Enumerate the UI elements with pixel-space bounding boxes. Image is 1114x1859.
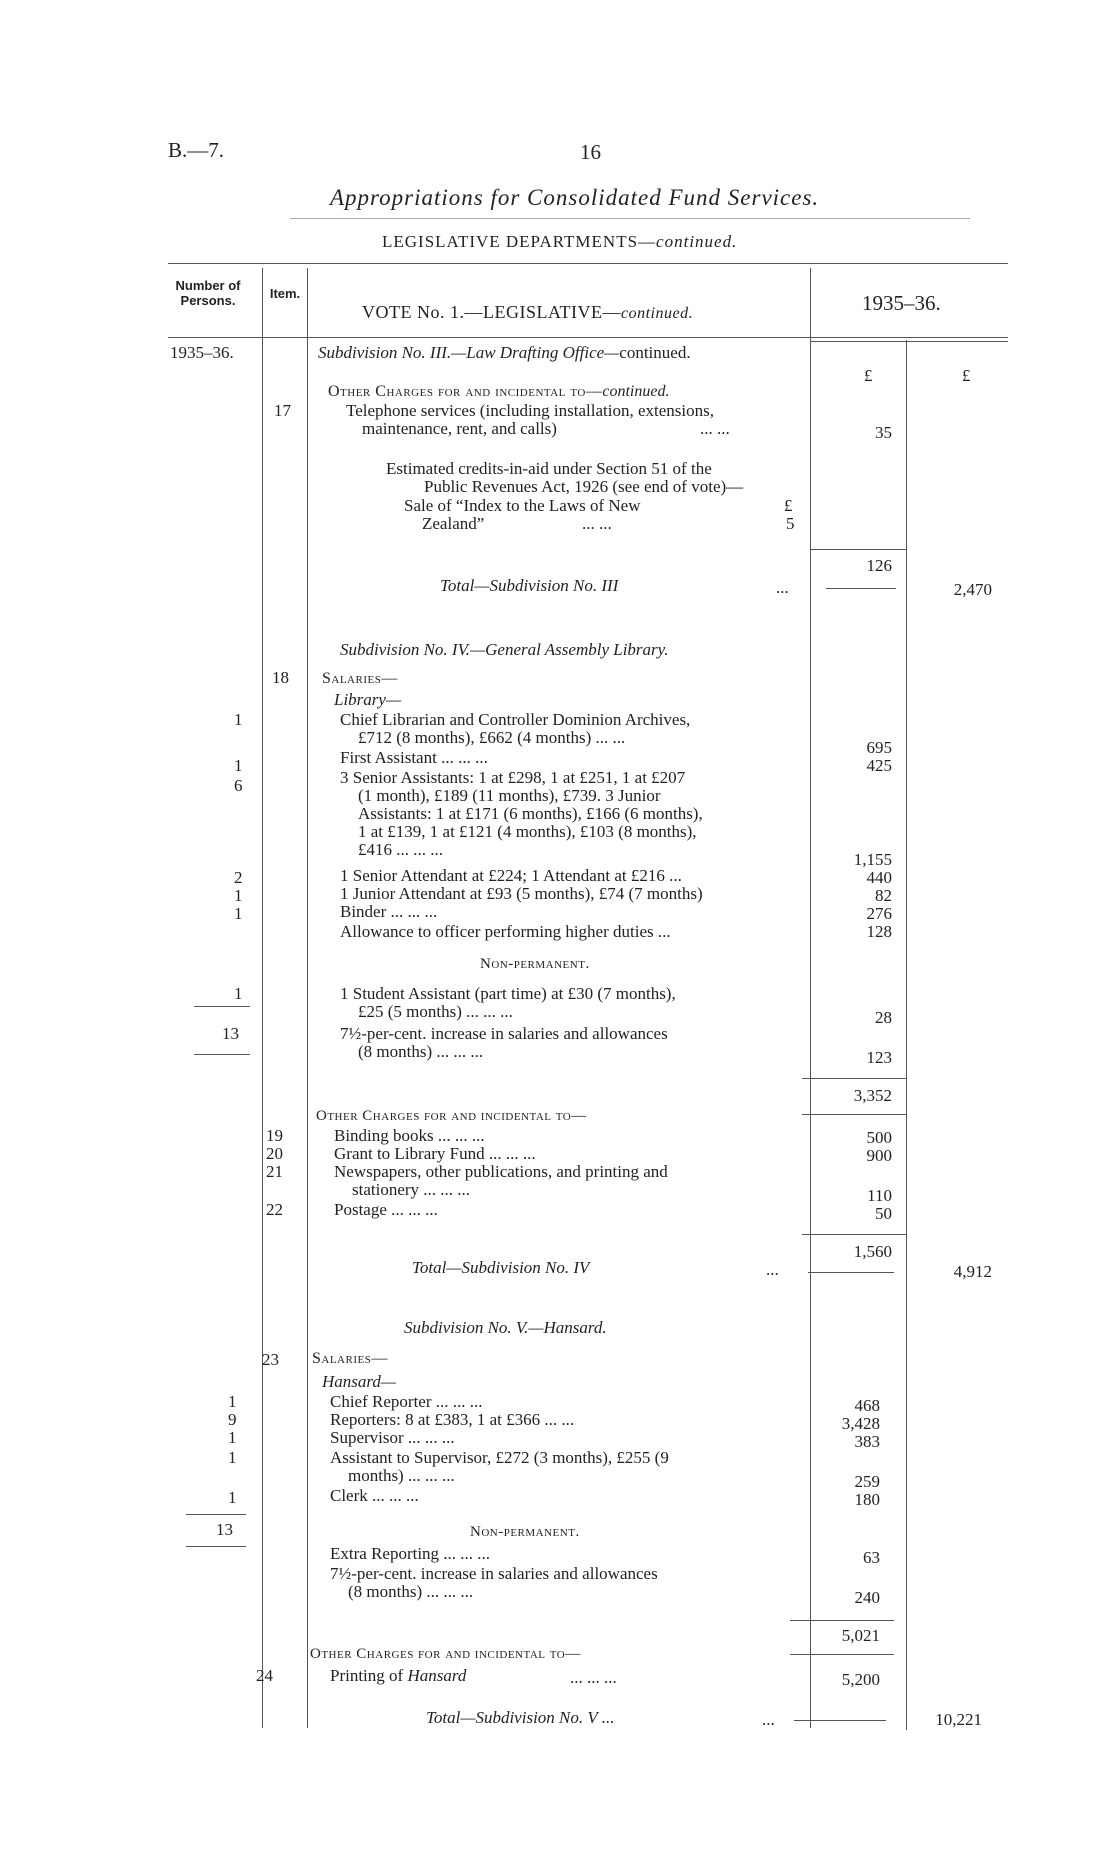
- chief-librarian-line2: £712 (8 months), £662 (4 months) ... ...: [358, 728, 626, 747]
- credits-line3: Sale of “Index to the Laws of New: [404, 496, 641, 515]
- sub3-total: 2,470: [953, 580, 992, 599]
- sub3-heading-cont: continued.: [619, 343, 691, 362]
- sub5-increase-line2: (8 months) ... ... ...: [348, 1582, 474, 1601]
- col-item-header: Item.: [269, 286, 301, 301]
- newspapers-line1: Newspapers, other publications, and printing and: [334, 1162, 668, 1181]
- newspapers-line2: stationery ... ... ...: [352, 1180, 471, 1199]
- sub4-increase-line1: 7½-per-cent. increase in salaries and allowances: [340, 1024, 668, 1043]
- persons-junior-attendant: 1: [234, 886, 243, 905]
- persons-year: 1935–36.: [170, 343, 234, 362]
- sub4-other-charges: Other Charges for and incidental to—: [316, 1108, 587, 1124]
- sub5-heading: Subdivision No. V.—Hansard.: [404, 1318, 607, 1337]
- sub5-total: 10,221: [935, 1710, 982, 1729]
- sub3-total-dots: ...: [776, 578, 789, 597]
- senior-assistants-line4: 1 at £139, 1 at £121 (4 months), £103 (8 months),: [358, 822, 697, 841]
- col-rule-persons: [262, 268, 263, 1728]
- sub5-increase-amount: 240: [854, 1588, 880, 1607]
- sub4-total-persons-rule: [194, 1054, 250, 1055]
- reporters-amount: 3,428: [841, 1414, 880, 1433]
- postage-label: Postage ... ... ...: [334, 1200, 438, 1219]
- section-title: [382, 232, 737, 252]
- sub5-total-dots: ...: [762, 1710, 775, 1729]
- assistant-supervisor-line2: months) ... ... ...: [348, 1466, 455, 1485]
- extra-reporting-label: Extra Reporting ... ... ...: [330, 1544, 491, 1563]
- sub5-other-charges: Other Charges for and incidental to—: [310, 1646, 581, 1662]
- telephone-dots: ... ...: [700, 419, 730, 438]
- sub5-salaries-rule: [790, 1620, 894, 1621]
- persons-supervisor: 1: [228, 1428, 237, 1447]
- printing-dots: ... ... ...: [570, 1668, 617, 1687]
- newspapers-amount: 110: [867, 1186, 892, 1205]
- sub3-heading: [318, 343, 691, 363]
- year-header: 1935–36.: [862, 291, 941, 315]
- page-title: Appropriations for Consolidated Fund Services.: [330, 185, 820, 210]
- junior-attendant-amount: 82: [875, 886, 892, 905]
- sub3-other-charges-label: Other Charges for and incidental to—: [328, 383, 603, 400]
- junior-attendant-label: 1 Junior Attendant at £93 (5 months), £74 (7 months): [340, 884, 703, 903]
- header-bottom-rule: [168, 337, 1008, 338]
- postage-amount: 50: [875, 1204, 892, 1223]
- item-20: 20: [266, 1144, 283, 1163]
- student-amount: 28: [875, 1008, 892, 1027]
- credits-amount: 5: [786, 514, 795, 533]
- vote-heading-main: VOTE No. 1.—LEGISLATIVE—: [362, 302, 621, 322]
- binder-label: Binder ... ... ...: [340, 902, 438, 921]
- senior-assistants-line5: £416 ... ... ...: [358, 840, 443, 859]
- sub3-total-rule: [826, 588, 896, 589]
- first-assistant-label: First Assistant ... ... ...: [340, 748, 488, 767]
- chief-reporter-amount: 468: [854, 1396, 880, 1415]
- persons-senior-assistants: 6: [234, 776, 243, 795]
- clerk-label: Clerk ... ... ...: [330, 1486, 419, 1505]
- persons-student: 1: [234, 984, 243, 1003]
- persons-binder: 1: [234, 904, 243, 923]
- persons-attendants: 2: [234, 868, 243, 887]
- sub5-salaries: Salaries—: [312, 1350, 388, 1367]
- chief-librarian-line1: Chief Librarian and Controller Dominion Archives,: [340, 710, 691, 729]
- sub4-total-rule: [808, 1272, 894, 1273]
- supervisor-amount: 383: [854, 1432, 880, 1451]
- vote-heading: [362, 302, 693, 323]
- col-rule-desc: [810, 268, 811, 1728]
- col-persons-header: Number of Persons.: [175, 278, 241, 308]
- library-fund-label: Grant to Library Fund ... ... ...: [334, 1144, 536, 1163]
- pound-symbol-1: £: [864, 366, 873, 385]
- sub3-other-charges-cont: continued.: [602, 383, 670, 400]
- senior-assistants-line2: (1 month), £189 (11 months), £739. 3 Junior: [358, 786, 661, 805]
- sub5-total-label: Total—Subdivision No. V ...: [426, 1708, 615, 1727]
- sub4-salaries: Salaries—: [322, 670, 398, 687]
- col-rule-item: [307, 268, 308, 1728]
- reporters-label: Reporters: 8 at £383, 1 at £366 ... ...: [330, 1410, 575, 1429]
- sub3-subtotal-rule: [810, 549, 906, 550]
- persons-reporters: 9: [228, 1410, 237, 1429]
- first-assistant-amount: 425: [866, 756, 892, 775]
- item-24: 24: [256, 1666, 273, 1685]
- credits-dots: ... ...: [582, 514, 612, 533]
- printing-amount: 5,200: [841, 1670, 880, 1689]
- sub4-salaries-subtotal: 3,352: [853, 1086, 892, 1105]
- page-number: 16: [580, 140, 601, 164]
- persons-first-assistant: 1: [234, 756, 243, 775]
- sub4-nonperm: Non-permanent.: [480, 956, 590, 972]
- item-17: 17: [274, 401, 291, 420]
- sub4-charges-rule: [802, 1114, 906, 1115]
- credits-line2: Public Revenues Act, 1926 (see end of vote)—: [424, 477, 744, 496]
- sub5-hansard: Hansard—: [322, 1372, 396, 1391]
- persons-clerk: 1: [228, 1488, 237, 1507]
- section-title-main: LEGISLATIVE DEPARTMENTS—: [382, 232, 657, 251]
- sub3-rule-right: [810, 341, 1008, 342]
- sub5-total-rule: [794, 1720, 886, 1721]
- assistant-supervisor-amount: 259: [854, 1472, 880, 1491]
- vote-heading-cont: continued.: [620, 305, 694, 322]
- sub5-nonperm: Non-permanent.: [470, 1524, 580, 1540]
- persons-chief-librarian: 1: [234, 710, 243, 729]
- attendants-label: 1 Senior Attendant at £224; 1 Attendant at £216 ...: [340, 866, 682, 885]
- credits-line1: Estimated credits-in-aid under Section 51 of the: [386, 459, 712, 478]
- extra-reporting-amount: 63: [863, 1548, 880, 1567]
- sub4-salaries-rule: [802, 1078, 906, 1079]
- telephone-line1: Telephone services (including installation, extensions,: [346, 401, 714, 420]
- senior-assistants-line3: Assistants: 1 at £171 (6 months), £166 (6 months),: [358, 804, 703, 823]
- telephone-amount: 35: [875, 423, 892, 442]
- telephone-line2: maintenance, rent, and calls): [362, 419, 557, 438]
- sub5-charges-rule: [790, 1654, 894, 1655]
- sub4-total-persons: 13: [222, 1024, 239, 1043]
- sub5-persons-rule: [186, 1514, 246, 1515]
- attendants-amount: 440: [866, 868, 892, 887]
- sub3-total-label: Total—Subdivision No. III: [440, 576, 619, 595]
- sub5-increase-line1: 7½-per-cent. increase in salaries and allowances: [330, 1564, 658, 1583]
- item-19: 19: [266, 1126, 283, 1145]
- pound-symbol-2: £: [962, 366, 971, 385]
- persons-assistant-supervisor: 1: [228, 1448, 237, 1467]
- student-line2: £25 (5 months) ... ... ...: [358, 1002, 513, 1021]
- sub3-subtotal: 126: [866, 556, 892, 575]
- item-22: 22: [266, 1200, 283, 1219]
- sub4-charges-subtotal-rule: [802, 1234, 906, 1235]
- credits-pound: £: [784, 496, 793, 515]
- binder-amount: 276: [866, 904, 892, 923]
- sub3-heading-main: Subdivision No. III.—Law Drafting Office—: [318, 343, 620, 362]
- table-top-rule: [168, 263, 1008, 264]
- sub5-total-persons-rule: [186, 1546, 246, 1547]
- item-21: 21: [266, 1162, 283, 1181]
- printing-label-hansard: Hansard: [407, 1666, 467, 1685]
- item-23: 23: [262, 1350, 279, 1369]
- credits-line4: Zealand”: [422, 514, 485, 533]
- sub4-heading: Subdivision No. IV.—General Assembly Library.: [340, 640, 669, 659]
- sub5-salaries-subtotal: 5,021: [841, 1626, 880, 1645]
- student-line1: 1 Student Assistant (part time) at £30 (7 months),: [340, 984, 676, 1003]
- allowance-amount: 128: [866, 922, 892, 941]
- library-fund-amount: 900: [866, 1146, 892, 1165]
- sub4-total: 4,912: [953, 1262, 992, 1281]
- sub4-charges-subtotal: 1,560: [853, 1242, 892, 1261]
- binding-books-amount: 500: [866, 1128, 892, 1147]
- sub4-increase-line2: (8 months) ... ... ...: [358, 1042, 484, 1061]
- sub4-library: Library—: [334, 690, 402, 709]
- senior-assistants-line1: 3 Senior Assistants: 1 at £298, 1 at £251, 1 at £207: [340, 768, 686, 787]
- printing-label-main: Printing of: [330, 1666, 408, 1685]
- section-title-cont: continued.: [656, 232, 738, 251]
- clerk-amount: 180: [854, 1490, 880, 1509]
- item-18: 18: [272, 668, 289, 687]
- sub4-total-label: Total—Subdivision No. IV: [412, 1258, 590, 1277]
- sub4-total-dots: ...: [766, 1260, 779, 1279]
- sub4-persons-rule: [194, 1006, 250, 1007]
- binding-books-label: Binding books ... ... ...: [334, 1126, 485, 1145]
- supervisor-label: Supervisor ... ... ...: [330, 1428, 455, 1447]
- sub4-increase-amount: 123: [866, 1048, 892, 1067]
- senior-assistants-amount: 1,155: [853, 850, 892, 869]
- allowance-label: Allowance to officer performing higher duties ...: [340, 922, 671, 941]
- page-ref: B.—7.: [168, 138, 225, 162]
- title-rule: [290, 218, 970, 219]
- persons-chief-reporter: 1: [228, 1392, 237, 1411]
- assistant-supervisor-line1: Assistant to Supervisor, £272 (3 months), £255 (9: [330, 1448, 669, 1467]
- chief-librarian-amount: 695: [866, 738, 892, 757]
- col-rule-amount: [906, 340, 907, 1730]
- sub5-total-persons: 13: [216, 1520, 233, 1539]
- printing-label: [330, 1666, 466, 1686]
- sub3-other-charges: [328, 383, 669, 401]
- chief-reporter-label: Chief Reporter ... ... ...: [330, 1392, 483, 1411]
